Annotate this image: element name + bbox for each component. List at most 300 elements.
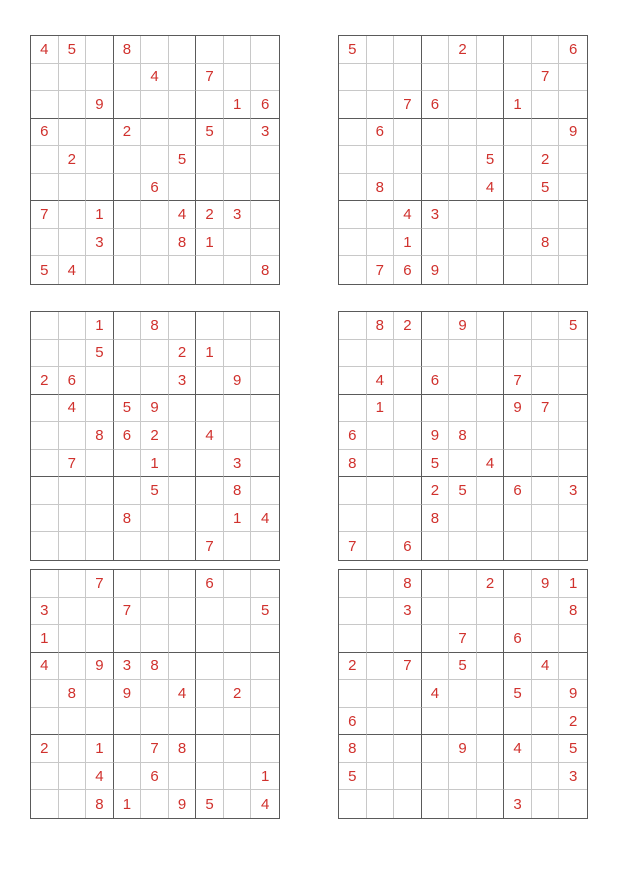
sudoku-cell: 1 [251, 763, 279, 791]
sudoku-cell: 6 [141, 763, 169, 791]
sudoku-cell: 6 [141, 174, 169, 202]
sudoku-cell [59, 505, 87, 533]
sudoku-cell [449, 64, 477, 92]
sudoku-cell [224, 598, 252, 626]
sudoku-cell [59, 64, 87, 92]
sudoku-cell [477, 708, 505, 736]
sudoku-cell [367, 201, 395, 229]
sudoku-cell [367, 477, 395, 505]
sudoku-cell [449, 229, 477, 257]
sudoku-cell [224, 653, 252, 681]
sudoku-cell [422, 174, 450, 202]
sudoku-cell: 9 [141, 395, 169, 423]
sudoku-cell: 6 [394, 256, 422, 284]
sudoku-cell [394, 422, 422, 450]
sudoku-cell: 1 [367, 395, 395, 423]
sudoku-cell [477, 763, 505, 791]
sudoku-cell [224, 708, 252, 736]
sudoku-cell [449, 708, 477, 736]
sudoku-cell: 9 [169, 790, 197, 818]
sudoku-cell [339, 505, 367, 533]
sudoku-cell [559, 229, 587, 257]
sudoku-cell [86, 395, 114, 423]
sudoku-cell [251, 625, 279, 653]
sudoku-cell [559, 64, 587, 92]
sudoku-cell [477, 367, 505, 395]
sudoku-cell [114, 735, 142, 763]
sudoku-cell [86, 119, 114, 147]
sudoku-cell [114, 450, 142, 478]
sudoku-cell [59, 119, 87, 147]
sudoku-cell: 4 [422, 680, 450, 708]
sudoku-cell: 7 [31, 201, 59, 229]
sudoku-cell [196, 763, 224, 791]
sudoku-cell [114, 340, 142, 368]
sudoku-cell [196, 598, 224, 626]
sudoku-cell: 8 [422, 505, 450, 533]
sudoku-cell: 6 [422, 367, 450, 395]
sudoku-cell [449, 598, 477, 626]
sudoku-cell [339, 340, 367, 368]
sudoku-cell: 8 [532, 229, 560, 257]
sudoku-cell [141, 367, 169, 395]
sudoku-cell [141, 625, 169, 653]
sudoku-cell [114, 64, 142, 92]
sudoku-cell [504, 229, 532, 257]
sudoku-cell [114, 91, 142, 119]
sudoku-cell [477, 256, 505, 284]
sudoku-cell [59, 653, 87, 681]
sudoku-cell [59, 174, 87, 202]
sudoku-cell [196, 312, 224, 340]
sudoku-cell: 9 [86, 653, 114, 681]
sudoku-cell [477, 653, 505, 681]
sudoku-cell [169, 450, 197, 478]
sudoku-cell [141, 119, 169, 147]
sudoku-cell: 4 [367, 367, 395, 395]
sudoku-cell: 2 [449, 36, 477, 64]
sudoku-cell: 4 [141, 64, 169, 92]
sudoku-cell [422, 653, 450, 681]
sudoku-cell [114, 256, 142, 284]
sudoku-cell [224, 570, 252, 598]
sudoku-cell [559, 201, 587, 229]
sudoku-cell: 8 [169, 229, 197, 257]
sudoku-cell [114, 146, 142, 174]
sudoku-cell [31, 680, 59, 708]
sudoku-cell: 6 [251, 91, 279, 119]
sudoku-cell [169, 708, 197, 736]
sudoku-cell [86, 477, 114, 505]
sudoku-cell [422, 625, 450, 653]
sudoku-cell: 8 [86, 422, 114, 450]
sudoku-cell [114, 570, 142, 598]
sudoku-cell [504, 64, 532, 92]
sudoku-cell: 6 [504, 477, 532, 505]
sudoku-cell: 4 [477, 174, 505, 202]
sudoku-cell [532, 256, 560, 284]
sudoku-cell: 1 [86, 312, 114, 340]
sudoku-cell [31, 340, 59, 368]
sudoku-cell [141, 708, 169, 736]
sudoku-cell: 9 [532, 570, 560, 598]
sudoku-cell [449, 763, 477, 791]
sudoku-cell [532, 36, 560, 64]
sudoku-cell [559, 422, 587, 450]
sudoku-cell: 1 [224, 91, 252, 119]
sudoku-cell [339, 598, 367, 626]
sudoku-cell [169, 91, 197, 119]
sudoku-cell [367, 708, 395, 736]
sudoku-cell: 2 [31, 367, 59, 395]
sudoku-cell [532, 91, 560, 119]
sudoku-cell [196, 505, 224, 533]
sudoku-cell: 8 [367, 312, 395, 340]
sudoku-cell: 7 [449, 625, 477, 653]
sudoku-cell [504, 505, 532, 533]
sudoku-cell: 7 [86, 570, 114, 598]
sudoku-grid-2 [338, 35, 588, 285]
sudoku-cell [59, 625, 87, 653]
sudoku-cell [394, 450, 422, 478]
sudoku-cell [251, 570, 279, 598]
sudoku-cell [477, 340, 505, 368]
sudoku-cell: 7 [367, 256, 395, 284]
sudoku-cell: 2 [224, 680, 252, 708]
sudoku-cell [394, 367, 422, 395]
sudoku-cell [339, 229, 367, 257]
sudoku-cell [114, 532, 142, 560]
sudoku-cell [422, 708, 450, 736]
sudoku-cell [504, 450, 532, 478]
sudoku-cell: 1 [196, 340, 224, 368]
sudoku-cell [169, 312, 197, 340]
sudoku-cell [422, 735, 450, 763]
sudoku-cell [114, 708, 142, 736]
sudoku-cell [339, 477, 367, 505]
sudoku-cell [504, 422, 532, 450]
sudoku-cell [224, 174, 252, 202]
sudoku-cell [59, 340, 87, 368]
sudoku-cell: 5 [59, 36, 87, 64]
sudoku-cell [196, 653, 224, 681]
sudoku-cell [394, 146, 422, 174]
sudoku-cell [31, 708, 59, 736]
sudoku-cell [532, 680, 560, 708]
sudoku-cell [196, 735, 224, 763]
sudoku-cell: 5 [169, 146, 197, 174]
sudoku-cell: 9 [114, 680, 142, 708]
sudoku-cell: 1 [224, 505, 252, 533]
sudoku-cell [169, 598, 197, 626]
sudoku-cell [141, 570, 169, 598]
sudoku-cell [169, 422, 197, 450]
sudoku-cell [559, 653, 587, 681]
sudoku-cell [251, 708, 279, 736]
sudoku-cell [114, 625, 142, 653]
sudoku-cell: 3 [559, 763, 587, 791]
sudoku-cell [114, 312, 142, 340]
sudoku-cell [477, 229, 505, 257]
sudoku-cell: 8 [261, 261, 270, 279]
sudoku-cell [196, 625, 224, 653]
sudoku-cell [367, 763, 395, 791]
sudoku-cell [477, 790, 505, 818]
sudoku-cell [251, 312, 279, 340]
sudoku-cell [559, 340, 587, 368]
sudoku-cell [59, 708, 87, 736]
sudoku-cell [504, 36, 532, 64]
sudoku-cell [422, 64, 450, 92]
sudoku-cell [394, 763, 422, 791]
sudoku-cell [504, 312, 532, 340]
sudoku-cell [169, 174, 197, 202]
sudoku-cell [169, 119, 197, 147]
sudoku-cell: 2 [59, 146, 87, 174]
sudoku-cell [449, 395, 477, 423]
sudoku-cell: 4 [196, 422, 224, 450]
sudoku-cell [31, 763, 59, 791]
sudoku-cell: 5 [339, 763, 367, 791]
sudoku-cell [224, 119, 252, 147]
sudoku-cell: 9 [449, 735, 477, 763]
sudoku-cell [367, 229, 395, 257]
sudoku-cell [86, 505, 114, 533]
sudoku-cell [477, 477, 505, 505]
sudoku-cell [59, 790, 87, 818]
sudoku-cell: 1 [31, 625, 59, 653]
sudoku-cell: 3 [559, 477, 587, 505]
sudoku-cell: 2 [141, 422, 169, 450]
sudoku-cell: 4 [477, 450, 505, 478]
sudoku-cell [367, 422, 395, 450]
sudoku-cell: 2 [114, 119, 142, 147]
sudoku-cell [141, 532, 169, 560]
sudoku-cell: 2 [532, 146, 560, 174]
sudoku-cell [196, 367, 224, 395]
sudoku-cell: 5 [477, 146, 505, 174]
sudoku-cell [477, 598, 505, 626]
sudoku-cell [251, 146, 279, 174]
sudoku-cell [449, 91, 477, 119]
sudoku-cell [367, 340, 395, 368]
sudoku-cell [141, 340, 169, 368]
sudoku-cell [367, 505, 395, 533]
sudoku-cell [169, 653, 197, 681]
sudoku-cell: 1 [394, 229, 422, 257]
sudoku-cell [59, 422, 87, 450]
sudoku-cell [86, 450, 114, 478]
sudoku-cell: 8 [114, 36, 142, 64]
sudoku-cell [477, 680, 505, 708]
sudoku-cell [196, 256, 224, 284]
sudoku-cell [449, 146, 477, 174]
sudoku-cell: 5 [196, 790, 224, 818]
sudoku-cell: 9 [86, 91, 114, 119]
sudoku-cell [251, 229, 279, 257]
sudoku-cell [251, 735, 279, 763]
sudoku-cell [339, 91, 367, 119]
sudoku-cell: 5 [196, 119, 224, 147]
sudoku-cell [86, 532, 114, 560]
sudoku-cell [224, 532, 252, 560]
sudoku-cell [367, 680, 395, 708]
sudoku-cell [196, 174, 224, 202]
sudoku-cell [367, 91, 395, 119]
sudoku-cell [169, 64, 197, 92]
sudoku-cell [559, 367, 587, 395]
sudoku-cell: 8 [114, 505, 142, 533]
sudoku-cell: 1 [559, 570, 587, 598]
sudoku-cell [532, 532, 560, 560]
sudoku-cell [504, 570, 532, 598]
sudoku-cell [477, 395, 505, 423]
sudoku-cell [532, 708, 560, 736]
sudoku-cell: 7 [394, 91, 422, 119]
sudoku-cell [224, 340, 252, 368]
sudoku-cell [477, 64, 505, 92]
sudoku-cell [196, 395, 224, 423]
sudoku-grid-1 [30, 35, 280, 285]
sudoku-cell [224, 146, 252, 174]
sudoku-cell: 9 [559, 680, 587, 708]
sudoku-cell [31, 395, 59, 423]
sudoku-cell [59, 735, 87, 763]
sudoku-cell [367, 36, 395, 64]
sudoku-cell [449, 201, 477, 229]
sudoku-cell [394, 340, 422, 368]
sudoku-cell: 4 [86, 763, 114, 791]
sudoku-cell: 6 [339, 708, 367, 736]
sudoku-cell [114, 763, 142, 791]
sudoku-cell [532, 790, 560, 818]
sudoku-cell [422, 763, 450, 791]
sudoku-cell [169, 395, 197, 423]
sudoku-cell: 3 [31, 598, 59, 626]
sudoku-cell [394, 625, 422, 653]
sudoku-cell [114, 174, 142, 202]
sudoku-cell [339, 119, 367, 147]
sudoku-cell [449, 119, 477, 147]
sudoku-cell [169, 532, 197, 560]
sudoku-cell [532, 422, 560, 450]
sudoku-cell [141, 201, 169, 229]
sudoku-cell [394, 790, 422, 818]
sudoku-cell [196, 146, 224, 174]
sudoku-cell: 4 [251, 505, 279, 533]
sudoku-cell [169, 570, 197, 598]
sudoku-cell [31, 422, 59, 450]
sudoku-cell [224, 312, 252, 340]
sudoku-cell [394, 477, 422, 505]
sudoku-cell [394, 708, 422, 736]
sudoku-cell [224, 229, 252, 257]
sudoku-cell [31, 570, 59, 598]
sudoku-cell: 3 [422, 201, 450, 229]
sudoku-cell: 7 [196, 532, 224, 560]
sudoku-cell [86, 174, 114, 202]
sudoku-cell: 7 [532, 64, 560, 92]
sudoku-cell [31, 146, 59, 174]
sudoku-cell: 1 [114, 790, 142, 818]
sudoku-cell: 2 [31, 735, 59, 763]
sudoku-cell [251, 653, 279, 681]
sudoku-cell: 6 [339, 422, 367, 450]
sudoku-cell [86, 36, 114, 64]
sudoku-cell [504, 598, 532, 626]
sudoku-cell [559, 790, 587, 818]
sudoku-cell: 6 [559, 36, 587, 64]
sudoku-cell [504, 119, 532, 147]
sudoku-cell: 7 [114, 598, 142, 626]
sudoku-cell [532, 450, 560, 478]
sudoku-cell [422, 36, 450, 64]
sudoku-cell: 3 [504, 790, 532, 818]
sudoku-cell [86, 146, 114, 174]
sudoku-cell [59, 229, 87, 257]
sudoku-cell: 4 [169, 680, 197, 708]
sudoku-cell [422, 532, 450, 560]
sudoku-cell [141, 91, 169, 119]
sudoku-cell [394, 64, 422, 92]
sudoku-cell [196, 680, 224, 708]
sudoku-cell [86, 367, 114, 395]
sudoku-cell: 3 [114, 653, 142, 681]
sudoku-cell [251, 64, 279, 92]
sudoku-cell: 8 [141, 653, 169, 681]
sudoku-cell: 3 [394, 598, 422, 626]
sudoku-grid-6 [338, 569, 588, 819]
sudoku-cell [532, 598, 560, 626]
sudoku-cell: 2 [559, 708, 587, 736]
sudoku-cell [224, 395, 252, 423]
sudoku-cell [532, 367, 560, 395]
sudoku-cell [251, 422, 279, 450]
sudoku-cell [224, 763, 252, 791]
sudoku-cell [86, 708, 114, 736]
sudoku-cell [532, 201, 560, 229]
sudoku-cell [251, 450, 279, 478]
sudoku-cell [532, 505, 560, 533]
sudoku-cell [251, 532, 279, 560]
sudoku-cell [449, 505, 477, 533]
sudoku-cell [114, 477, 142, 505]
sudoku-cell: 3 [224, 450, 252, 478]
sudoku-cell [367, 532, 395, 560]
sudoku-cell [59, 201, 87, 229]
sudoku-cell: 7 [394, 653, 422, 681]
sudoku-cell [59, 532, 87, 560]
sudoku-cell [196, 477, 224, 505]
sudoku-cell: 4 [504, 735, 532, 763]
sudoku-cell [86, 625, 114, 653]
sudoku-cell [449, 680, 477, 708]
sudoku-cell: 8 [86, 790, 114, 818]
sudoku-cell [559, 532, 587, 560]
sudoku-cell [559, 395, 587, 423]
sudoku-cell [169, 256, 197, 284]
sudoku-cell [196, 36, 224, 64]
sudoku-cell: 8 [449, 422, 477, 450]
sudoku-cell: 1 [504, 91, 532, 119]
sudoku-cell [141, 36, 169, 64]
sudoku-cell: 5 [86, 340, 114, 368]
sudoku-cell: 8 [59, 680, 87, 708]
sudoku-cell [224, 36, 252, 64]
sudoku-cell: 4 [31, 36, 59, 64]
sudoku-cell: 7 [504, 367, 532, 395]
sudoku-cell [422, 395, 450, 423]
